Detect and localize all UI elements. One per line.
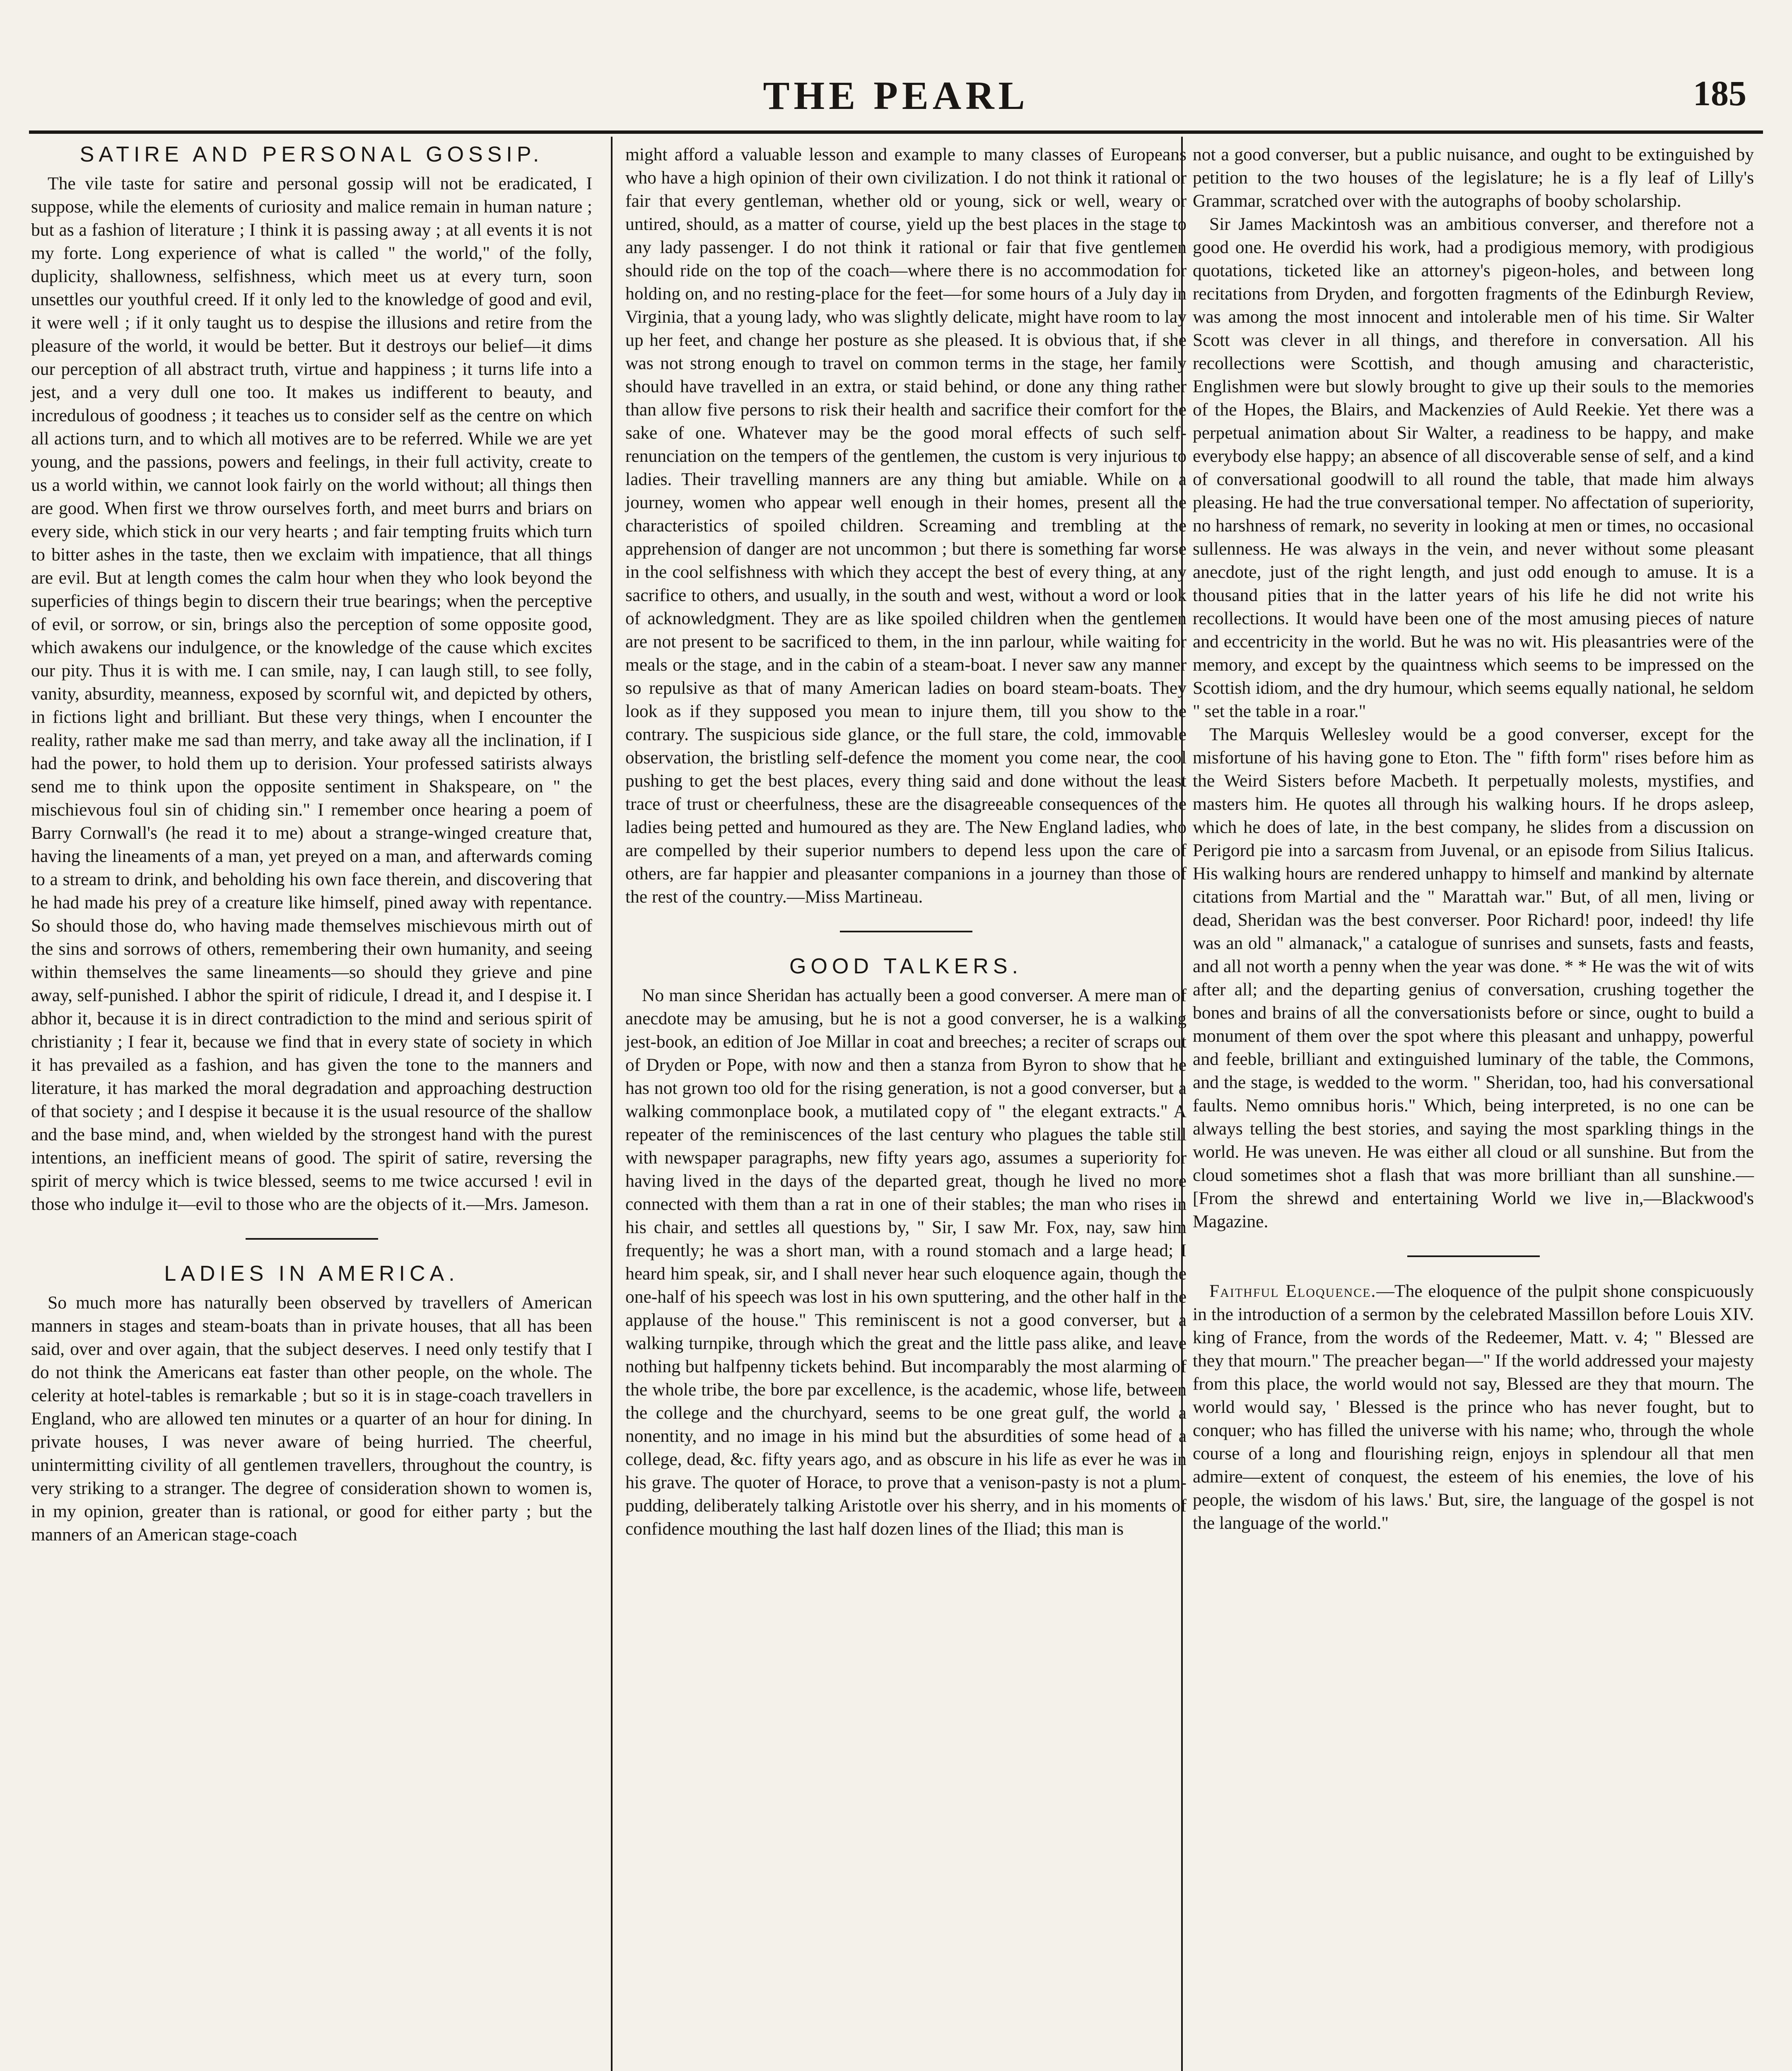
publication-title: THE PEARL [763,73,1029,118]
article-body-talkers-part2: not a good converser, but a public nuisance, and ought to be extinguished by petition to the two houses of the legislature; he is a fly leaf of Lilly's Grammar, scratched over with the autographs of booby scholarship. [1193,145,1754,211]
article-eloquence [1193,1279,1754,1535]
column-3 [1193,143,1754,1535]
column-1 [31,143,592,1546]
article-body-ladies-part1: So much more has naturally been observed by travellers of American manners in stages and steam-boats than in private houses, that all has been said, over and over again, that the subject deserves. I need only testify that I do not think the Americans eat faster than other people, on the whole. The celerity at hotel-tables is remarkable ; but so it is in stage-coach travellers in England, who are allowed ten minutes or a quarter of an hour for dining. In private houses, I was never aware of being hurried. The cheerful, unintermitting civility of all gentlemen travellers, throughout the country, is very striking to a stranger. The degree of consideration shown to women is, in my opinion, greater than is rational, or good for either party ; but the manners of an American stage-coach [31,1293,592,1545]
article-heading-ladies: LADIES IN AMERICA. [164,1262,459,1286]
article-body-ladies-part2: might afford a valuable lesson and example to many classes of Europeans who have a high opinion of their own civilization. I do not think it rational or fair that every gentleman, whether old or young, sick or well, weary or untired, should, as a matter of course, yield up the best places in the stage to any lady passenger. I do not think it rational or fair that five gentlemen should ride on the top of the coach—where there is no accommodation for holding on, and no resting-place for the feet—for some hours of a July day in Virginia, that a young lady, who was slightly delicate, might have room to lay up her feet, and change her posture as she pleased. It is obvious that, if she was not strong enough to travel on common terms in the stage, her family should have travelled in an extra, or staid behind, or done any thing rather than allow five persons to risk their health and sacrifice their comfort for the sake of one. Whatever may be the good moral effects of such self-renunciation on the tempers of the gentlemen, the custom is very injurious to ladies. Their travelling manners are any thing but amiable. While on a journey, women who appear well enough in their homes, present all the characteristics of spoiled children. Screaming and trembling at the apprehension of danger are not uncommon ; but there is something far worse in the cool selfishness with which they accept the best of every thing, at any sacrifice to others, and usually, in the south and west, without a word or look of acknowledgment. They are as like spoiled children when the gentlemen are not present to be sacrificed to them, in the inn parlour, while waiting for meals or the stage, and in the cabin of a steam-boat. I never saw any manner so repulsive as that of many American ladies on board steam-boats. They look as if they supposed you mean to injure them, till you show to the contrary. The suspicious side glance, or the full stare, the cold, immovable observation, the bristling self-defence the moment you come near, the cool pushing to get the best places, every thing said and done without the least trace of trust or cheerfulness, these are the disagreeable consequences of the ladies being petted and humoured as they are. The New England ladies, who are compelled by their superior numbers to depend less upon the care of others, are far happier and pleasanter companions in a journey than those of the rest of the country.—Miss Martineau. [625,145,1187,907]
article-body-talkers-part1: No man since Sheridan has actually been a good converser. A mere man of anecdote may be amusing, but he is not a good converser, he is a walking jest-book, an edition of Joe Millar in coat and breeches; a reciter of scraps out of Dryden or Pope, with now and then a stanza from Byron to show that he has not grown too old for the rising generation, is not a good converser, but a walking commonplace book, a mutilated copy of " the elegant extracts." A repeater of the reminiscences of the last century who plagues the table still with newspaper paragraphs, new fifty years ago, assumes a superiority for having lived in the days of the departed great, though he lived no more connected with them than a rat in one of their stables; the man who rises in his chair, and settles all questions by, " Sir, I saw Mr. Fox, nay, saw him frequently; he was a short man, with a round stomach and a large head; I heard him speak, sir, and I shall never hear such eloquence again, though the one-half of his speech was lost in his own sputtering, and the other half in the applause of the house." This reminiscent is not a good converser, but a walking turnpike, through which the great and the little pass alike, and leave nothing but halfpenny tickets behind. But incomparably the most alarming of the whole tribe, the bore par excellence, is the academic, whose life, between the college and the churchyard, seems to be one great gulf, the world a nonentity, and no image in his mind but the absurdities of some head of a college, dead, &c. fifty years ago, and as obscure in his life as ever he was in his grave. The quoter of Horace, to prove that a venison-pasty is not a plum-pudding, deliberately talking Aristotle over his sherry, and in his moments of confidence mouthing the last half dozen lines of the Iliad; this man is [625,985,1187,1539]
article-body-satire: The vile taste for satire and personal gossip will not be eradicated, I suppose, while the elements of curiosity and malice remain in human nature ; but as a fashion of literature ; I think it is passing away ; at all events it is not my forte. Long experience of what is called " the world," of the folly, duplicity, shallowness, selfishness, which meet us at every turn, soon unsettles our youthful creed. If it only led to the knowledge of good and evil, it were well ; if it only taught us to despise the illusions and retire from the pleasure of the world, it would be better. But it destroys our belief—it dims our perception of all abstract truth, virtue and happiness ; it turns life into a jest, and a very dull one too. It makes us indifferent to beauty, and incredulous of goodness ; it teaches us to consider self as the centre on which all actions turn, and to which all motives are to be referred. While we are yet young, and the passions, powers and feelings, in their full activity, create to us a world within, we cannot look fairly on the world without; all things then are good. When first we throw ourselves forth, and meet burrs and briars on every side, which stick in our very hearts ; and fair tempting fruits which turn to bitter ashes in the taste, then we exclaim with impatience, that all things are evil. But at length comes the calm hour when they who look beyond the superficies of things begin to discern their true bearings; when the perceptive of evil, or sorrow, or sin, brings also the perception of some opposite good, which awakens our indulgence, or the knowledge of the cause which excites our pity. Thus it is with me. I can smile, nay, I can laugh still, to see folly, vanity, absurdity, meanness, exposed by scornful wit, and depicted by others, in fictions light and brilliant. But these very things, when I encounter the reality, rather make me sad than merry, and take away all the inclination, if I had the power, to hold them up to derision. Your professed satirists always send me to think upon the opposite sentiment in Shakspeare, on " the mischievous foul sin of chiding sin." I remember once hearing a poem of Barry Cornwall's (he read it to me) about a strange-winged creature that, having the lineaments of a man, yet preyed on a man, and afterwards coming to a stream to drink, and beholding his own face therein, and discovering that he had made his prey of a creature like himself, pined away with repentance. So should those do, who having made themselves mischievous mirth out of the sins and sorrows of others, remembering their own humanity, and seeing within themselves the same lineaments—so should they grieve and pine away, self-punished. I abhor the spirit of ridicule, I dread it, and I despise it. I abhor it, because it is in direct contradiction to the mind and serious spirit of christianity ; I fear it, because we find that in every state of society in which it has prevailed as a fashion, and has given the tone to the manners and literature, it has marked the moral degradation and approaching destruction of that society ; and I despise it because it is the usual resource of the shallow and the base mind, and, when wielded by the strongest hand with the purest intentions, an inefficient means of good. The spirit of satire, reversing the spirit of mercy which is twice blessed, seems to me twice accursed ! evil in those who indulge it—evil to those who are the objects of it.—Mrs. Jameson. [31,174,592,1214]
section-rule [246,1238,378,1240]
article-body-talkers-part3: Sir James Mackintosh was an ambitious converser, and therefore not a good one. He overdid his work, had a prodigious memory, with prodigious quotations, ticketed like an attorney's pigeon-holes, and between long recitations from Dryden, and forgotten fragments of the Edinburgh Review, was among the most innocent and intolerable men of his time. Sir Walter Scott was clever in all things, and therefore in conversation. All his recollections were Scottish, and though amusing and characteristic, Englishmen were but slowly brought to give up their souls to the memories of the Hopes, the Blairs, and Mackenzies of Auld Reekie. Yet there was a perpetual animation about Sir Walter, a readiness to be happy, and make everybody else happy; an absence of all discoverable sense of self, and a kind of conversational goodwill to all round the table, that made him always pleasing. He had the true conversational temper. No affectation of superiority, no harshness of remark, no severity in looking at men or times, no occasional sullenness. He was always in the vein, and never without some pleasant anecdote, just of the right length, and just odd enough to amuse. It is a thousand pities that in the latter years of his life he did not write his recollections. It would have been one of the most amusing pieces of nature and eccentricity in the world. But he was no wit. His pleasantries were of the memory, and except by the quaintness which seems to be impressed on the Scottish idiom, and the dry humour, which seems equally national, he seldom " set the table in a roar." [1193,214,1754,721]
section-rule [1407,1255,1540,1257]
article-body-eloquence: —The eloquence of the pulpit shone conspicuously in the introduction of a sermon by the celebrated Massillon before Louis XIV. king of France, from the words of the Redeemer, Matt. v. 4; " Blessed are they that mourn." The preacher began—" If the world addressed your majesty from this place, the world would not say, Blessed are they that mourn. The world would say, ' Blessed is the prince who has never fought, but to conquer; who has filled the universe with his name; who, through the whole course of a long and flourishing reign, enjoys in splendour all that men admire—extent of conquest, the esteem of his enemies, the love of his people, the wisdom of his laws.' But, sire, the language of the gospel is not the language of the world." [1193,1281,1754,1533]
article-heading-talkers: GOOD TALKERS. [789,954,1023,978]
page-number: 185 [1693,73,1746,113]
article-lead-eloquence: Faithful Eloquence. [1209,1281,1377,1301]
article-heading-satire: SATIRE AND PERSONAL GOSSIP. [80,142,544,167]
header-rule [29,130,1763,134]
article-body-talkers-part4: The Marquis Wellesley would be a good converser, except for the misfortune of his having gone to Eton. The " fifth form" rises before him as the Weird Sisters before Macbeth. It perpetually molests, mystifies, and masters him. He quotes all through his walking hours. If he drops asleep, which he does of late, in the best company, he slides from a discussion on Perigord pie into a sarcasm from Juvenal, or an episode from Silius Italicus. His walking hours are rendered unhappy to himself and mankind by alternate citations from Martial and the " Marattah war." But, of all men, living or dead, Sheridan was the best converser. Poor Richard! poor, indeed! thy life was an old " almanack," a catalogue of sunrises and sunsets, fasts and feasts, and all not worth a penny when the year was done. * * He was the wit of wits after all; and the departing genius of conversation, crushing together the bones and brains of all the conversationists before or since, ought to build a monument of them over the spot where this pleasant and unhappy, powerful and feeble, brilliant and extinguished luminary of the table, the Commons, and the stage, is wedded to the worm. " Sheridan, too, had his conversational faults. Nemo omnibus horis." Which, being interpreted, is no one can be always telling the best stories, and saying the most sparkling things in the world. He was uneven. He was either all cloud or all sunshine. But from the cloud sometimes shot a flash that was more brilliant than all sunshine.—[From the shrewd and entertaining World we live in,—Blackwood's Magazine. [1193,724,1754,1231]
column-divider [611,137,613,2071]
masthead [29,72,1763,126]
column-2 [625,143,1187,1540]
section-rule [840,931,972,932]
